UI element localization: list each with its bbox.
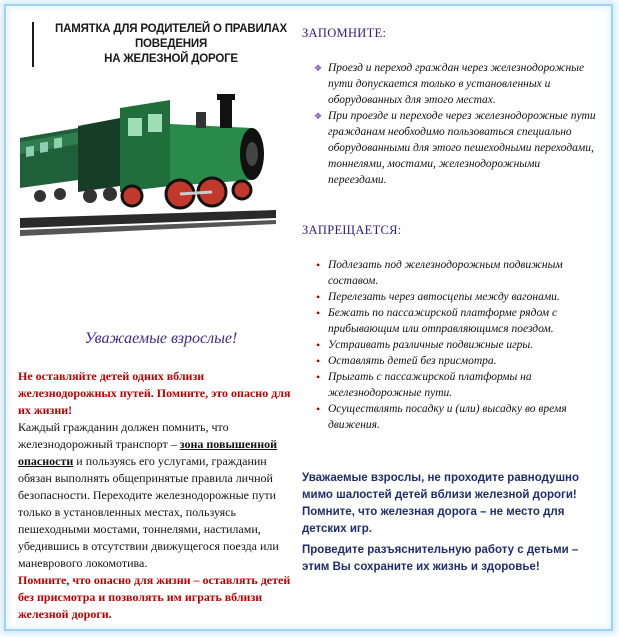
greeting-heading: Уважаемые взрослые! (84, 330, 238, 347)
forbidden-list (314, 257, 584, 433)
chimney (220, 98, 232, 128)
appeal-paragraph-2: Проведите разъяснительную работу с детьми – этим Вы сохраните их жизнь и здоровье! (302, 544, 579, 573)
poster-title (32, 22, 306, 67)
forbidden-item: • Перелезать через автосцепы между вагонами. (314, 289, 584, 305)
forbidden-item: • Осуществлять посадку и (или) высадку во время движения. (314, 401, 584, 433)
paragraph-end: и пользуясь его услугами, гражданин обязан выполнять общепринятые правила личной безопасности. Переходите железнодорожные пути только в установленных местах, пользуясь пешеходными мостами, тоннелями, настилами, убедившись в отсутствии движущегося поезда или маневрового локомотива. (18, 454, 279, 570)
title-line-1: ПАМЯТКА ДЛЯ РОДИТЕЛЕЙ О ПРАВИЛАХ ПОВЕДЕНИЯ (55, 23, 287, 50)
remember-heading: ЗАПОМНИТЕ: (302, 26, 387, 40)
paragraph-start: Каждый гражданин должен помнить, что железнодорожный транспорт – (18, 420, 229, 451)
danger-zone-text: зона повышенной опасности (18, 437, 278, 468)
closing-warning: Помните, что опасно для жизни – оставлять детей без присмотра и позволять им играть вблизи железной дороги. (18, 573, 291, 621)
locomotive-illustration (20, 68, 276, 240)
remember-list (314, 60, 600, 188)
forbidden-heading: ЗАПРЕЩАЕТСЯ: (302, 223, 402, 237)
forbidden-item: • Оставлять детей без присмотра. (314, 353, 584, 369)
appeal-paragraph-1: Уважаемые взрослы, не проходите равнодушно мимо шалостей детей вблизи железной дороги! Помните, что железная дорога – не место для детских игр. (302, 472, 579, 535)
forbidden-item: • Бежать по пассажирской платформе рядом с прибывающим или отправляющимся поездом. (314, 305, 584, 337)
left-body-text (18, 368, 298, 623)
remember-item: ❖ Проезд и переход граждан через железнодорожные пути допускается только в установленных и оборудованных для этого местах. (314, 60, 600, 108)
warning-text: Не оставляйте детей одних вблизи железнодорожных путей. Помните, это опасно для их жизни! (18, 369, 291, 417)
remember-item: ❖ При проезде и переходе через железнодорожные пути гражданам необходимо пользоваться специально оборудованными для этого пешеходными переходами, тоннелями, мостами, железнодорожными переездами. (314, 108, 600, 188)
forbidden-item: • Подлезать под железнодорожным подвижным составом. (314, 257, 584, 289)
locomotive-cab (120, 100, 170, 192)
wheel (122, 186, 142, 206)
forbidden-item: • Устраивать различные подвижные игры. (314, 337, 584, 353)
safety-paragraph (18, 419, 298, 572)
forbidden-item: • Прыгать с пассажирской платформы на железнодорожные пути. (314, 369, 584, 401)
tender (78, 118, 120, 192)
title-line-2: НА ЖЕЛЕЗНОЙ ДОРОГЕ (104, 53, 238, 65)
